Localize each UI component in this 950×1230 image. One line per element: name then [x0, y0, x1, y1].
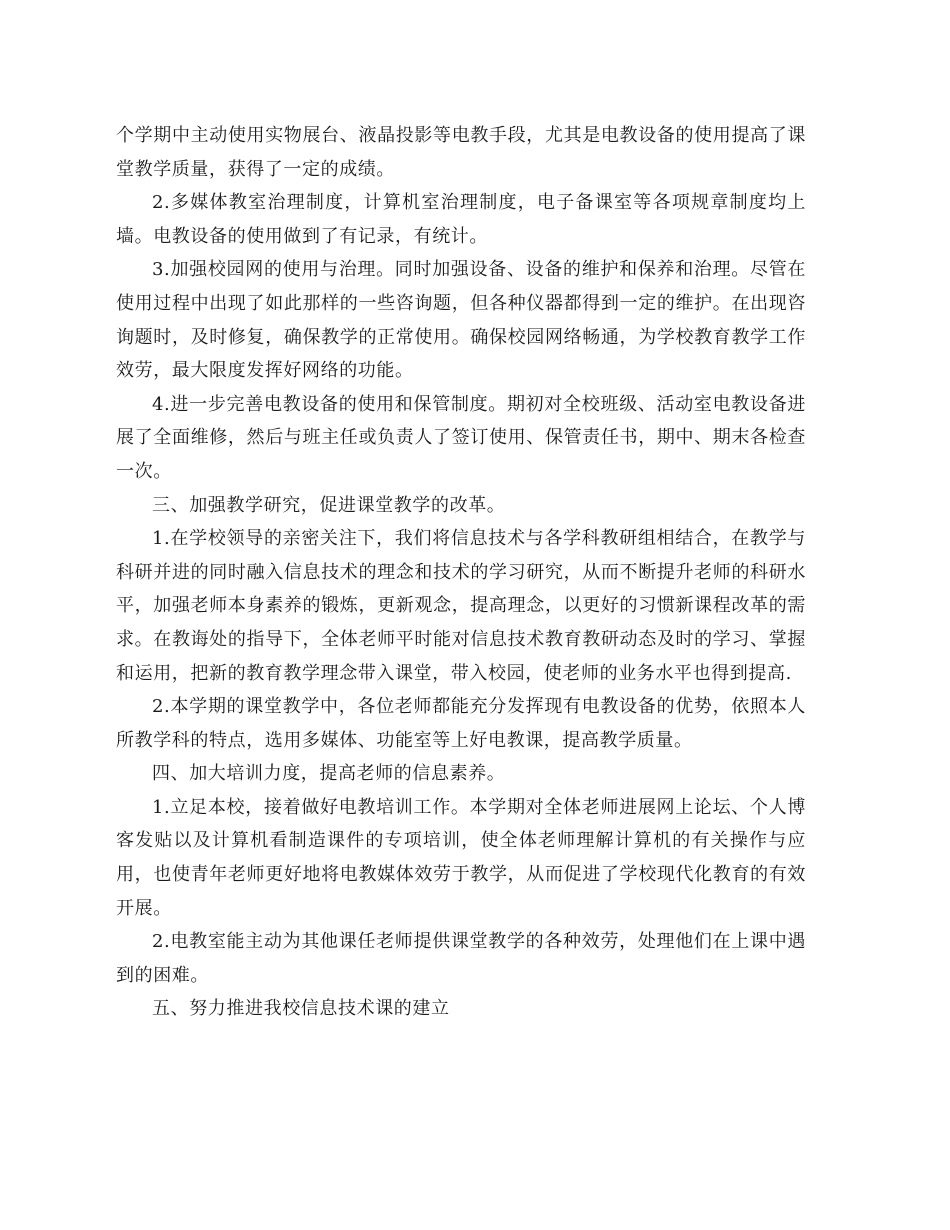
paragraph-item-2-support-services: 2.电教室能主动为其他课任老师提供课堂教学的各种效劳，处理他们在上课中遇到的困难。 — [116, 931, 806, 986]
paragraph-continuation: 个学期中主动使用实物展台、液晶投影等电教手段，尤其是电教设备的使用提高了课堂教学质量，获得了一定的成绩。 — [116, 125, 806, 180]
section-heading-5: 五、努力推进我校信息技术课的建立 — [152, 998, 450, 1020]
paragraph-item-4-equipment-custody: 4.进一步完善电教设备的使用和保管制度。期初对全校班级、活动室电教设备进展了全面维修，然后与班主任或负责人了签订使用、保管责任书，期中、期末各检查一次。 — [116, 393, 806, 482]
section-heading-3: 三、加强教学研究，促进课堂教学的改革。 — [152, 494, 506, 516]
section-heading-4: 四、加大培训力度，提高老师的信息素养。 — [152, 763, 506, 785]
paragraph-item-1-teaching-research: 1.在学校领导的亲密关注下，我们将信息技术与各学科教研组相结合，在教学与科研并进的同时融入信息技术的理念和技术的学习研究，从而不断提升老师的科研水平，加强老师本身素养的锻炼，更新观念，提高理念，以更好的习惯新课程改革的需求。在教诲处的指导下，全体老师平时能对信息技术教育教研动态及时的学习、掌握和运用，把新的教育教学理念带入课堂，带入校园，使老师的业务水平也得到提高. — [116, 528, 806, 684]
paragraph-item-2-multimedia-rules: 2.多媒体教室治理制度，计算机室治理制度，电子备课室等各项规章制度均上墙。电教设备的使用做到了有记录，有统计。 — [116, 192, 806, 247]
paragraph-item-3-campus-network: 3.加强校园网的使用与治理。同时加强设备、设备的维护和保养和治理。尽管在使用过程中出现了如此那样的一些咨询题，但各种仪器都得到一定的维护。在出现咨询题时，及时修复，确保教学的正常使用。确保校园网络畅通，为学校教育教学工作效劳，最大限度发挥好网络的功能。 — [116, 259, 806, 382]
document-body — [116, 119, 806, 1026]
paragraph-item-1-training: 1.立足本校，接着做好电教培训工作。本学期对全体老师进展网上论坛、个人博客发贴以及计算机看制造课件的专项培训，使全体老师理解计算机的有关操作与应用，也使青年老师更好地将电教媒体效劳于教学，从而促进了学校现代化教育的有效开展。 — [116, 796, 806, 919]
paragraph-item-2-classroom-teaching: 2.本学期的课堂教学中，各位老师都能充分发挥现有电教设备的优势，依照本人所教学科的特点，选用多媒体、功能室等上好电教课，提高教学质量。 — [116, 696, 806, 751]
